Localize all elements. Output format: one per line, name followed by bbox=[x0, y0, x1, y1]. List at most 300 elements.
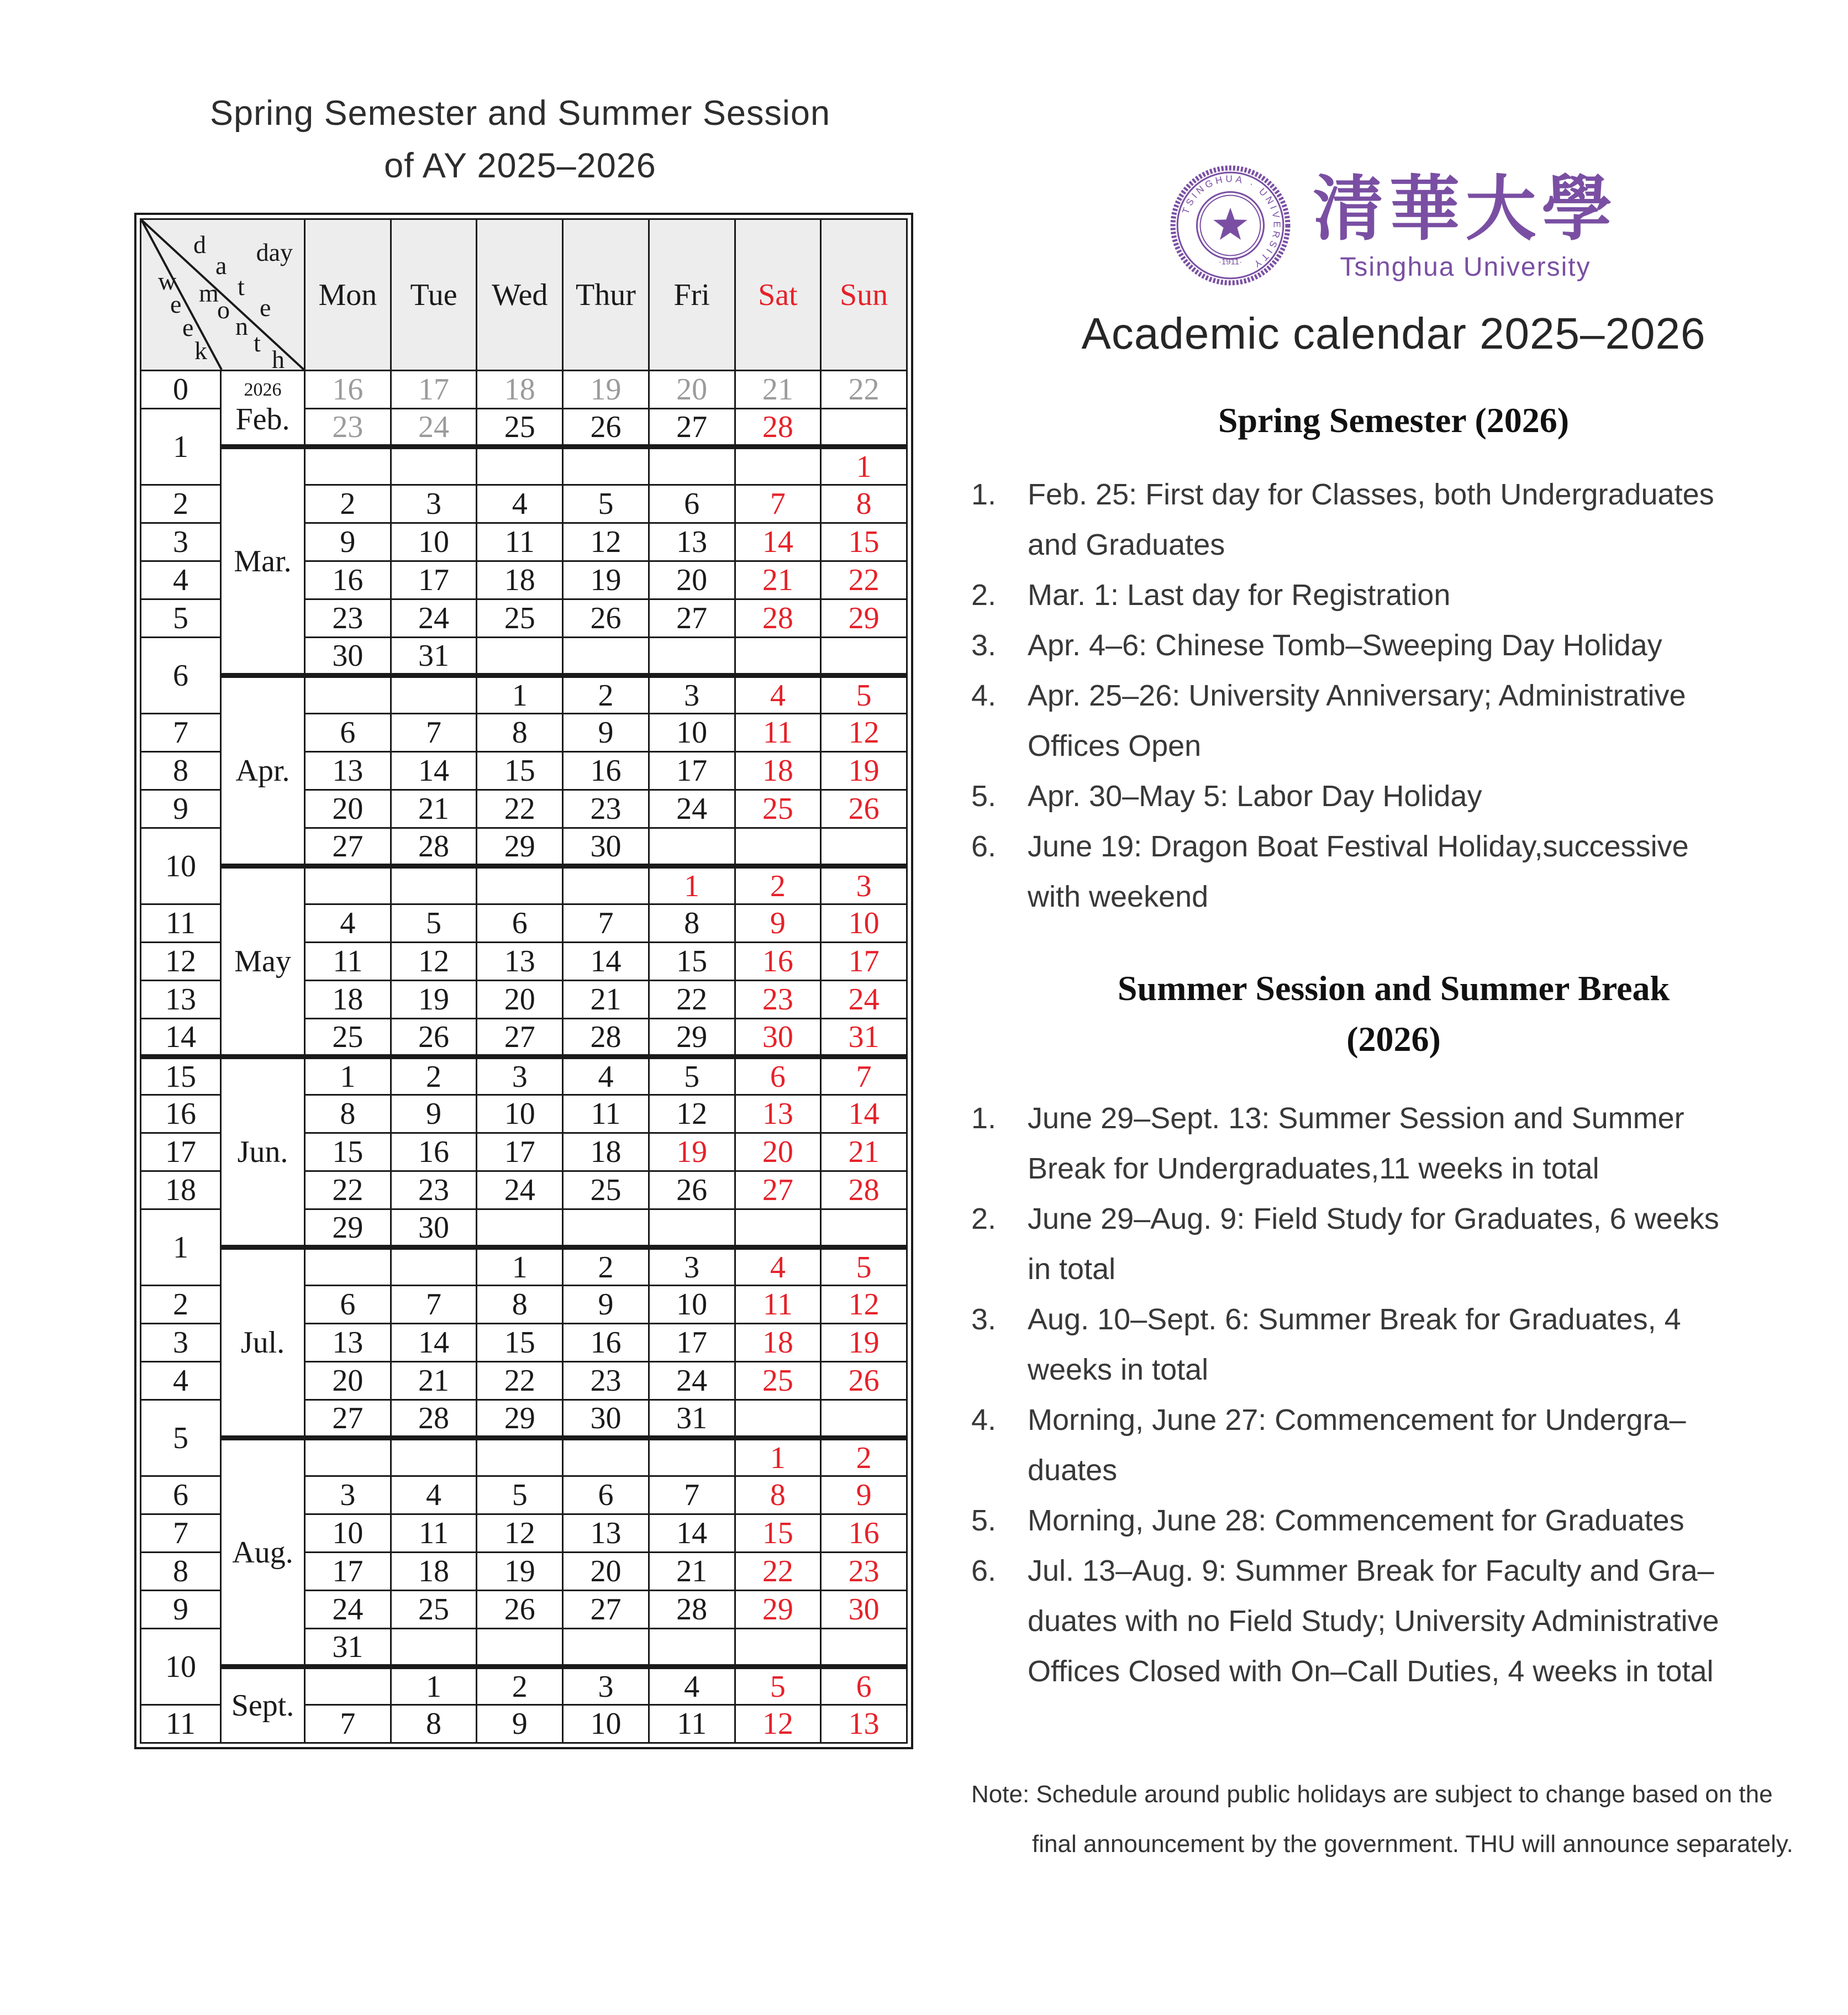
week-number-cell: 3 bbox=[141, 1324, 221, 1362]
date-cell: 6 bbox=[305, 1286, 391, 1324]
week-number-cell: 2 bbox=[141, 1286, 221, 1324]
date-cell: 1 bbox=[649, 866, 735, 904]
date-cell: 18 bbox=[391, 1553, 477, 1591]
date-cell: 12 bbox=[735, 1705, 821, 1743]
empty-date-cell bbox=[391, 447, 477, 485]
month-cell bbox=[221, 447, 305, 676]
empty-date-cell bbox=[821, 1400, 907, 1438]
corner-label-letter: k bbox=[194, 336, 207, 365]
date-cell: 10 bbox=[477, 1095, 563, 1133]
list-item bbox=[939, 771, 1848, 822]
week-number-cell: 15 bbox=[141, 1057, 221, 1095]
date-cell: 1 bbox=[477, 676, 563, 714]
date-cell: 17 bbox=[649, 1324, 735, 1362]
date-cell: 17 bbox=[649, 752, 735, 790]
list-item-line: Apr. 30–May 5: Labor Day Holiday bbox=[1028, 780, 1482, 813]
date-cell: 30 bbox=[563, 1400, 649, 1438]
date-cell: 25 bbox=[305, 1019, 391, 1057]
date-cell: 28 bbox=[391, 828, 477, 866]
corner-label-letter: t bbox=[254, 329, 261, 357]
date-cell: 8 bbox=[649, 904, 735, 943]
date-cell: 7 bbox=[391, 714, 477, 752]
date-cell: 23 bbox=[305, 599, 391, 638]
summer-heading-line2: (2026) bbox=[1346, 1019, 1441, 1059]
date-cell: 1 bbox=[305, 1057, 391, 1095]
list-item-line: Offices Closed with On–Call Duties, 4 weeks in total bbox=[1028, 1655, 1714, 1688]
list-item-number: 1. bbox=[971, 1102, 997, 1135]
week-number-cell: 5 bbox=[141, 599, 221, 638]
date-cell: 9 bbox=[563, 714, 649, 752]
date-cell: 21 bbox=[391, 1362, 477, 1400]
date-cell: 23 bbox=[305, 409, 391, 447]
date-cell: 19 bbox=[477, 1553, 563, 1591]
date-cell: 11 bbox=[477, 523, 563, 561]
date-cell: 25 bbox=[735, 1362, 821, 1400]
date-cell: 7 bbox=[649, 1476, 735, 1514]
empty-date-cell bbox=[391, 866, 477, 904]
empty-date-cell bbox=[477, 447, 563, 485]
date-cell: 28 bbox=[391, 1400, 477, 1438]
date-cell: 24 bbox=[391, 409, 477, 447]
date-cell: 25 bbox=[391, 1591, 477, 1629]
date-cell: 4 bbox=[735, 1248, 821, 1286]
university-name-english: Tsinghua University bbox=[1340, 252, 1591, 282]
date-cell: 20 bbox=[649, 371, 735, 409]
date-cell: 14 bbox=[735, 523, 821, 561]
list-item bbox=[939, 1194, 1848, 1295]
month-label: Aug. bbox=[232, 1535, 293, 1570]
date-cell: 2 bbox=[821, 1438, 907, 1476]
date-cell: 29 bbox=[735, 1591, 821, 1629]
tsinghua-seal-icon bbox=[1169, 164, 1292, 287]
month-label: Mar. bbox=[234, 544, 292, 578]
list-item-number: 1. bbox=[971, 478, 997, 511]
date-cell: 8 bbox=[477, 714, 563, 752]
date-cell: 7 bbox=[735, 485, 821, 523]
date-cell: 1 bbox=[477, 1248, 563, 1286]
university-name-chinese: 清華大學 bbox=[1313, 167, 1618, 250]
list-item-line: with weekend bbox=[1028, 880, 1209, 913]
date-cell: 29 bbox=[477, 1400, 563, 1438]
empty-date-cell bbox=[649, 1209, 735, 1248]
date-cell: 21 bbox=[649, 1553, 735, 1591]
date-cell: 2 bbox=[563, 676, 649, 714]
corner-label-letter: e bbox=[260, 293, 271, 322]
corner-header-cell bbox=[141, 219, 305, 371]
date-cell: 19 bbox=[649, 1133, 735, 1171]
corner-day-label: day bbox=[256, 238, 293, 266]
day-header-wed: Wed bbox=[477, 219, 563, 371]
date-cell: 5 bbox=[821, 1248, 907, 1286]
empty-date-cell bbox=[821, 409, 907, 447]
date-cell: 4 bbox=[305, 904, 391, 943]
date-cell: 10 bbox=[649, 1286, 735, 1324]
date-cell: 6 bbox=[305, 714, 391, 752]
date-cell: 13 bbox=[305, 1324, 391, 1362]
empty-date-cell bbox=[305, 866, 391, 904]
empty-date-cell bbox=[821, 1209, 907, 1248]
date-cell: 8 bbox=[305, 1095, 391, 1133]
empty-date-cell bbox=[305, 447, 391, 485]
empty-date-cell bbox=[563, 1629, 649, 1667]
list-item-line: in total bbox=[1028, 1253, 1116, 1286]
date-cell: 22 bbox=[649, 981, 735, 1019]
date-cell: 31 bbox=[821, 1019, 907, 1057]
empty-date-cell bbox=[563, 866, 649, 904]
month-cell bbox=[221, 1438, 305, 1667]
date-cell: 1 bbox=[821, 447, 907, 485]
date-cell: 3 bbox=[305, 1476, 391, 1514]
date-cell: 15 bbox=[477, 1324, 563, 1362]
date-cell: 10 bbox=[305, 1514, 391, 1553]
day-header-mon: Mon bbox=[305, 219, 391, 371]
calendar-body bbox=[141, 371, 907, 1743]
corner-label-letter: e bbox=[182, 313, 194, 341]
empty-date-cell bbox=[649, 828, 735, 866]
date-cell: 31 bbox=[305, 1629, 391, 1667]
date-cell: 27 bbox=[477, 1019, 563, 1057]
logo-text-block bbox=[1313, 169, 1618, 282]
list-item bbox=[939, 570, 1848, 620]
date-cell: 9 bbox=[563, 1286, 649, 1324]
date-cell: 20 bbox=[563, 1553, 649, 1591]
date-cell: 5 bbox=[649, 1057, 735, 1095]
corner-label-letter: d bbox=[193, 230, 206, 259]
date-cell: 24 bbox=[305, 1591, 391, 1629]
date-cell: 15 bbox=[821, 523, 907, 561]
date-cell: 8 bbox=[391, 1705, 477, 1743]
week-number-cell: 3 bbox=[141, 523, 221, 561]
list-item bbox=[939, 1395, 1848, 1496]
date-cell: 18 bbox=[563, 1133, 649, 1171]
date-cell: 28 bbox=[649, 1591, 735, 1629]
date-cell: 1 bbox=[735, 1438, 821, 1476]
date-cell: 17 bbox=[305, 1553, 391, 1591]
date-cell: 13 bbox=[735, 1095, 821, 1133]
date-cell: 11 bbox=[391, 1514, 477, 1553]
week-number-cell: 4 bbox=[141, 561, 221, 599]
week-number-cell: 8 bbox=[141, 1553, 221, 1591]
calendar-row bbox=[141, 447, 907, 485]
date-cell: 12 bbox=[821, 1286, 907, 1324]
summer-heading-line1: Summer Session and Summer Break bbox=[1117, 969, 1670, 1008]
list-item-number: 5. bbox=[971, 780, 997, 813]
date-cell: 27 bbox=[649, 599, 735, 638]
date-cell: 1 bbox=[391, 1667, 477, 1705]
empty-date-cell bbox=[735, 1400, 821, 1438]
date-cell: 9 bbox=[477, 1705, 563, 1743]
date-cell: 2 bbox=[477, 1667, 563, 1705]
list-item-line: Morning, June 27: Commencement for Undergra– bbox=[1028, 1403, 1686, 1437]
date-cell: 25 bbox=[563, 1171, 649, 1209]
date-cell: 10 bbox=[649, 714, 735, 752]
calendar-row bbox=[141, 1057, 907, 1095]
date-cell: 4 bbox=[391, 1476, 477, 1514]
week-number-cell: 10 bbox=[141, 1629, 221, 1705]
date-cell: 23 bbox=[391, 1171, 477, 1209]
date-cell: 5 bbox=[821, 676, 907, 714]
date-cell: 20 bbox=[649, 561, 735, 599]
list-item bbox=[939, 671, 1848, 771]
calendar-row bbox=[141, 1438, 907, 1476]
date-cell: 5 bbox=[477, 1476, 563, 1514]
empty-date-cell bbox=[563, 1209, 649, 1248]
date-cell: 6 bbox=[477, 904, 563, 943]
date-cell: 2 bbox=[735, 866, 821, 904]
list-item-number: 6. bbox=[971, 830, 997, 863]
corner-label-letter: n bbox=[235, 312, 248, 340]
list-item bbox=[939, 822, 1848, 922]
date-cell: 24 bbox=[391, 599, 477, 638]
date-cell: 12 bbox=[477, 1514, 563, 1553]
date-cell: 2 bbox=[305, 485, 391, 523]
date-cell: 25 bbox=[735, 790, 821, 828]
date-cell: 2 bbox=[563, 1248, 649, 1286]
date-cell: 14 bbox=[563, 943, 649, 981]
date-cell: 21 bbox=[821, 1133, 907, 1171]
date-cell: 13 bbox=[305, 752, 391, 790]
corner-label-letter: t bbox=[238, 272, 245, 301]
month-year-label: 2026 bbox=[244, 380, 282, 400]
date-cell: 25 bbox=[477, 409, 563, 447]
week-number-cell: 8 bbox=[141, 752, 221, 790]
list-item-line: Apr. 25–26: University Anniversary; Administrative bbox=[1028, 679, 1686, 712]
date-cell: 29 bbox=[305, 1209, 391, 1248]
date-cell: 24 bbox=[649, 790, 735, 828]
month-cell bbox=[221, 1667, 305, 1743]
list-item-line: duates bbox=[1028, 1454, 1118, 1487]
month-cell bbox=[221, 676, 305, 866]
date-cell: 19 bbox=[563, 371, 649, 409]
empty-date-cell bbox=[563, 1438, 649, 1476]
date-cell: 9 bbox=[391, 1095, 477, 1133]
week-number-cell: 11 bbox=[141, 904, 221, 943]
date-cell: 8 bbox=[821, 485, 907, 523]
empty-date-cell bbox=[563, 638, 649, 676]
date-cell: 20 bbox=[305, 790, 391, 828]
date-cell: 18 bbox=[477, 371, 563, 409]
list-item-line: June 29–Aug. 9: Field Study for Graduates, 6 weeks bbox=[1028, 1202, 1719, 1235]
list-item-line: Offices Open bbox=[1028, 729, 1202, 762]
date-cell: 19 bbox=[391, 981, 477, 1019]
week-number-cell: 1 bbox=[141, 409, 221, 485]
week-number-cell: 17 bbox=[141, 1133, 221, 1171]
empty-date-cell bbox=[305, 1248, 391, 1286]
month-label: Jun. bbox=[237, 1135, 288, 1169]
list-item bbox=[939, 470, 1848, 570]
date-cell: 18 bbox=[477, 561, 563, 599]
corner-label-letter: m bbox=[199, 279, 219, 307]
date-cell: 4 bbox=[735, 676, 821, 714]
footnote bbox=[939, 1770, 1848, 1869]
empty-date-cell bbox=[735, 447, 821, 485]
date-cell: 15 bbox=[477, 752, 563, 790]
list-item-line: Break for Undergraduates,11 weeks in total bbox=[1028, 1152, 1599, 1185]
date-cell: 3 bbox=[649, 676, 735, 714]
footnote-line2: final announcement by the government. THU will announce separately. bbox=[1032, 1830, 1793, 1858]
date-cell: 30 bbox=[735, 1019, 821, 1057]
empty-date-cell bbox=[391, 1629, 477, 1667]
date-cell: 11 bbox=[563, 1095, 649, 1133]
date-cell: 10 bbox=[563, 1705, 649, 1743]
list-item bbox=[939, 1546, 1848, 1697]
week-number-cell: 6 bbox=[141, 638, 221, 714]
week-number-cell: 1 bbox=[141, 1209, 221, 1286]
date-cell: 6 bbox=[563, 1476, 649, 1514]
date-cell: 23 bbox=[735, 981, 821, 1019]
summer-list bbox=[939, 1093, 1848, 1697]
list-item bbox=[939, 1295, 1848, 1395]
date-cell: 3 bbox=[821, 866, 907, 904]
list-item bbox=[939, 620, 1848, 671]
date-cell: 18 bbox=[305, 981, 391, 1019]
month-label: Apr. bbox=[235, 754, 290, 788]
day-header-thur: Thur bbox=[563, 219, 649, 371]
date-cell: 5 bbox=[563, 485, 649, 523]
date-cell: 4 bbox=[477, 485, 563, 523]
list-item-line: weeks in total bbox=[1028, 1353, 1209, 1386]
corner-label-letter: o bbox=[217, 296, 230, 324]
date-cell: 16 bbox=[563, 1324, 649, 1362]
day-header-sat: Sat bbox=[735, 219, 821, 371]
date-cell: 17 bbox=[821, 943, 907, 981]
date-cell: 26 bbox=[391, 1019, 477, 1057]
date-cell: 24 bbox=[821, 981, 907, 1019]
date-cell: 9 bbox=[735, 904, 821, 943]
date-cell: 19 bbox=[821, 1324, 907, 1362]
date-cell: 28 bbox=[735, 409, 821, 447]
date-cell: 4 bbox=[649, 1667, 735, 1705]
list-item-line: Aug. 10–Sept. 6: Summer Break for Graduates, 4 bbox=[1028, 1303, 1681, 1336]
date-cell: 21 bbox=[563, 981, 649, 1019]
date-cell: 3 bbox=[477, 1057, 563, 1095]
date-cell: 10 bbox=[391, 523, 477, 561]
date-cell: 16 bbox=[305, 561, 391, 599]
empty-date-cell bbox=[649, 638, 735, 676]
date-cell: 27 bbox=[305, 1400, 391, 1438]
week-number-cell: 12 bbox=[141, 943, 221, 981]
date-cell: 25 bbox=[477, 599, 563, 638]
date-cell: 16 bbox=[563, 752, 649, 790]
table-title-line1: Spring Semester and Summer Session bbox=[210, 94, 830, 133]
date-cell: 14 bbox=[649, 1514, 735, 1553]
list-item-number: 3. bbox=[971, 1303, 997, 1336]
week-number-cell: 2 bbox=[141, 485, 221, 523]
date-cell: 22 bbox=[821, 561, 907, 599]
list-item-line: duates with no Field Study; University Administrative bbox=[1028, 1604, 1719, 1638]
date-cell: 22 bbox=[305, 1171, 391, 1209]
seal-star-icon bbox=[1214, 208, 1247, 240]
date-cell: 11 bbox=[735, 714, 821, 752]
date-cell: 8 bbox=[735, 1476, 821, 1514]
empty-date-cell bbox=[305, 676, 391, 714]
date-cell: 22 bbox=[821, 371, 907, 409]
date-cell: 11 bbox=[735, 1286, 821, 1324]
list-item-number: 3. bbox=[971, 629, 997, 662]
week-number-cell: 4 bbox=[141, 1362, 221, 1400]
list-item-number: 4. bbox=[971, 679, 997, 712]
calendar-row bbox=[141, 676, 907, 714]
date-cell: 6 bbox=[649, 485, 735, 523]
date-cell: 30 bbox=[563, 828, 649, 866]
month-cell bbox=[221, 371, 305, 447]
date-cell: 9 bbox=[821, 1476, 907, 1514]
corner-label-letter: a bbox=[215, 251, 227, 280]
week-number-cell: 7 bbox=[141, 1514, 221, 1553]
table-title-line2: of AY 2025–2026 bbox=[384, 146, 656, 185]
date-cell: 18 bbox=[735, 1324, 821, 1362]
week-number-cell: 10 bbox=[141, 828, 221, 904]
date-cell: 20 bbox=[477, 981, 563, 1019]
date-cell: 16 bbox=[305, 371, 391, 409]
date-cell: 13 bbox=[477, 943, 563, 981]
date-cell: 6 bbox=[821, 1667, 907, 1705]
date-cell: 14 bbox=[391, 1324, 477, 1362]
date-cell: 16 bbox=[735, 943, 821, 981]
date-cell: 12 bbox=[563, 523, 649, 561]
day-header-fri: Fri bbox=[649, 219, 735, 371]
date-cell: 10 bbox=[821, 904, 907, 943]
date-cell: 23 bbox=[563, 1362, 649, 1400]
calendar-row bbox=[141, 866, 907, 904]
empty-date-cell bbox=[477, 1629, 563, 1667]
week-number-cell: 7 bbox=[141, 714, 221, 752]
calendar-row bbox=[141, 371, 907, 409]
date-cell: 2 bbox=[391, 1057, 477, 1095]
empty-date-cell bbox=[821, 638, 907, 676]
date-cell: 26 bbox=[821, 790, 907, 828]
empty-date-cell bbox=[391, 1438, 477, 1476]
date-cell: 11 bbox=[305, 943, 391, 981]
week-number-cell: 9 bbox=[141, 1591, 221, 1629]
empty-date-cell bbox=[477, 638, 563, 676]
date-cell: 17 bbox=[391, 561, 477, 599]
date-cell: 6 bbox=[735, 1057, 821, 1095]
list-item bbox=[939, 1093, 1848, 1194]
date-cell: 13 bbox=[563, 1514, 649, 1553]
empty-date-cell bbox=[735, 1209, 821, 1248]
list-item-number: 2. bbox=[971, 578, 997, 612]
week-number-cell: 18 bbox=[141, 1171, 221, 1209]
month-cell bbox=[221, 1248, 305, 1438]
date-cell: 19 bbox=[821, 752, 907, 790]
list-item-line: Mar. 1: Last day for Registration bbox=[1028, 578, 1451, 612]
empty-date-cell bbox=[305, 1667, 391, 1705]
date-cell: 12 bbox=[821, 714, 907, 752]
date-cell: 28 bbox=[821, 1171, 907, 1209]
week-number-cell: 6 bbox=[141, 1476, 221, 1514]
date-cell: 28 bbox=[563, 1019, 649, 1057]
date-cell: 26 bbox=[821, 1362, 907, 1400]
page-title: Academic calendar 2025–2026 bbox=[1081, 309, 1706, 358]
calendar-table-frame bbox=[134, 213, 913, 1749]
date-cell: 21 bbox=[391, 790, 477, 828]
date-cell: 16 bbox=[391, 1133, 477, 1171]
empty-date-cell bbox=[477, 866, 563, 904]
month-label: May bbox=[234, 944, 291, 978]
date-cell: 9 bbox=[305, 523, 391, 561]
day-header-sun: Sun bbox=[821, 219, 907, 371]
empty-date-cell bbox=[563, 447, 649, 485]
date-cell: 18 bbox=[735, 752, 821, 790]
month-label: Sept. bbox=[231, 1688, 294, 1723]
date-cell: 12 bbox=[391, 943, 477, 981]
date-cell: 22 bbox=[735, 1553, 821, 1591]
week-number-cell: 5 bbox=[141, 1400, 221, 1476]
date-cell: 29 bbox=[821, 599, 907, 638]
date-cell: 15 bbox=[305, 1133, 391, 1171]
calendar-head-row bbox=[141, 219, 907, 371]
